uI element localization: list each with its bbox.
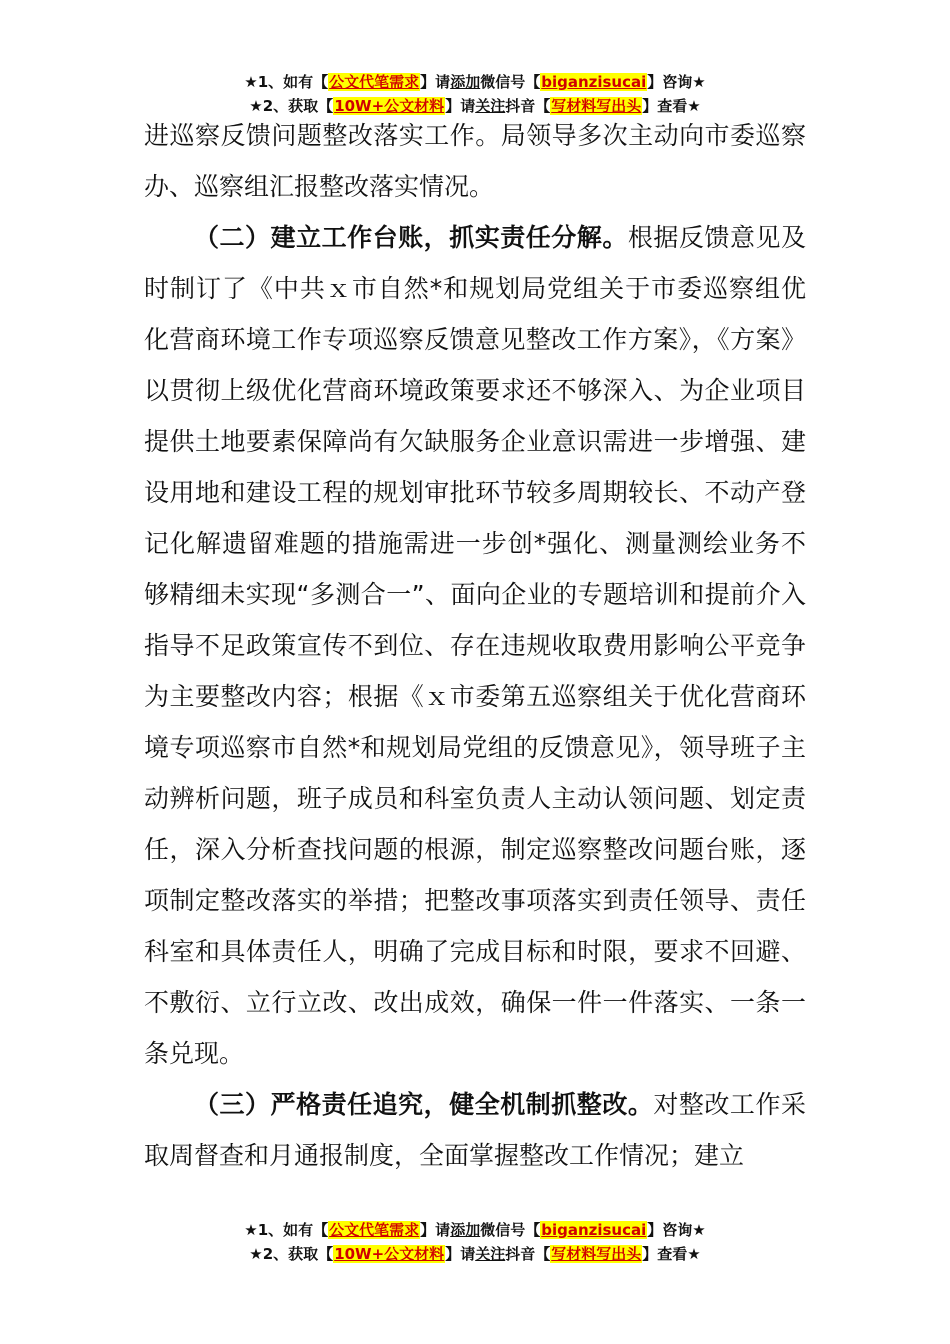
footer-banner [0, 1218, 950, 1266]
banner-underlined-word: 关注 [475, 97, 506, 115]
banner-text: 微信号【 [480, 73, 541, 91]
highlight-service: 公文代笔需求 [329, 1221, 420, 1239]
banner-text: ★2、获取【 [249, 1245, 334, 1263]
banner-text: 抖音【 [505, 1245, 551, 1263]
highlight-wechat-id: biganzisucai [541, 1221, 647, 1239]
paragraph-section-3 [144, 1079, 806, 1181]
banner-text: ★1、如有【 [244, 1221, 329, 1239]
document-body [144, 110, 806, 1181]
banner-text: 】请 [445, 1245, 476, 1263]
banner-text: 】请 [420, 73, 451, 91]
banner-line-1 [0, 70, 950, 94]
highlight-service: 公文代笔需求 [329, 73, 420, 91]
highlight-wechat-id: biganzisucai [541, 73, 647, 91]
banner-text: 】咨询★ [647, 73, 706, 91]
banner-text: ★2、获取【 [249, 97, 334, 115]
banner-text: 】请 [420, 1221, 451, 1239]
banner-line-2 [0, 1242, 950, 1266]
banner-text: 抖音【 [505, 97, 551, 115]
banner-underlined-word: 关注 [475, 1245, 506, 1263]
highlight-douyin-account: 写材料写出头 [551, 97, 642, 115]
highlight-materials: 10W+公文材料 [334, 1245, 445, 1263]
paragraph-continuation: 进巡察反馈问题整改落实工作。局领导多次主动向市委巡察办、巡察组汇报整改落实情况。 [144, 121, 806, 201]
paragraph-section-2 [144, 212, 806, 1079]
highlight-materials: 10W+公文材料 [334, 97, 445, 115]
banner-text: 微信号【 [480, 1221, 541, 1239]
highlight-douyin-account: 写材料写出头 [551, 1245, 642, 1263]
banner-underlined-word: 添加 [450, 1221, 481, 1239]
banner-underlined-word: 添加 [450, 73, 481, 91]
banner-text: 】查看★ [642, 1245, 701, 1263]
banner-line-1 [0, 1218, 950, 1242]
section-text: 对整改工作采取周督查和月通报制度，全面掌握整改工作情况；建立 [144, 1090, 806, 1170]
banner-text: 】查看★ [642, 97, 701, 115]
banner-text: 】请 [445, 97, 476, 115]
section-text: 根据反馈意见及时制订了《中共ｘ市自然*和规划局党组关于市委巡察组优化营商环境工作专项巡察反馈意见整改工作方案》，《方案》以贯彻上级优化营商环境政策要求还不够深入、为企业项目提供土地要素保障尚有欠缺服务企业意识需进一步增强、建设用地和建设工程的规划审批环节较多周期较长、不动产登记化解遗留难题的措施需进一步创*强化、测量测绘业务不够精细未实现“多测合一”、面向企业的专题培训和提前介入指导不足政策宣传不到位、存在违规收取费用影响公平竞争为主要整改内容；根据《ｘ市委第五巡察组关于优化营商环境专项巡察市自然*和规划局党组的反馈意见》，领导班子主动辨析问题，班子成员和科室负责人主动认领问题、划定责任，深入分析查找问题的根源，制定巡察整改问题台账，逐项制定整改落实的举措；把整改事项落实到责任领导、责任科室和具体责任人，明确了完成目标和时限，要求不回避、不敷衍、立行立改、改出成效，确保一件一件落实、一条一条兑现。 [144, 223, 806, 1068]
banner-text: ★1、如有【 [244, 73, 329, 91]
section-heading: （三）严格责任追究，健全机制抓整改。 [194, 1090, 654, 1119]
section-heading: （二）建立工作台账，抓实责任分解。 [194, 223, 628, 252]
banner-text: 】咨询★ [647, 1221, 706, 1239]
